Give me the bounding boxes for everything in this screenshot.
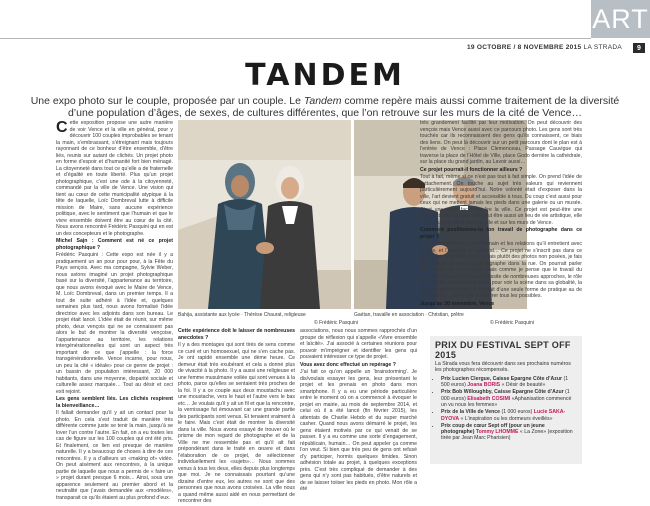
header-rule [0, 38, 591, 39]
dateline [467, 44, 622, 51]
question-2: Les gens semblent liés. Les clichés respirent la bienveillance… [56, 396, 173, 409]
prize-intro: La Strada vous fera découvrir dans ses prochains numéros les photographes récompensés. [435, 361, 571, 374]
answer-1: Frédéric Pasquini : Cette expo est née il y a pratiquement un an pour pour pour, à la Fête du Pays vençois. Avec ma compagne, Sylvie Weber, nous avions imaginé un projet photographique basé sur la diversité, l’appartenance au territoire, que nous avons évoqué avec le Maire de Vence, M. Loïc Dombreval, dans un premier temps. Il a tout de suite adhéré à l’idée et, quelques semaines plus tard, nous avons formalisé l’idée directrice avec les adjoints dans son bureau. Le projet était lancé. L’idée était de réunir, sur même photo, deux vençois qui ne se connaissent pas alors le but de montrer la diversité vençoise, l’appartenance au territoire, les relations intergénérationnelles qui sont un aspect très important de ce que j’appelle : la force transgénérationnelle. Vence incarne, pour nous, un peu la cité « idéale» pour ce genre de projet : un bassin de population intéressant, 20 000 habitants, dans une moyenne, disparité sociale et culturelle assez marquée… Tout au désir et ceci exit rejoint. [56, 252, 173, 395]
lede-after: comme repère mais aussi comme traitement de la diversité d’une population d’âges, de sexes, de cultures différentes, que l’on retrouve sur les murs de la cité de Vence… [67, 95, 620, 119]
question-6: Comment positionnes-tu ton travail de photographe dans ce projet ? [420, 227, 582, 240]
photo-couple-1 [178, 120, 351, 309]
photo-caption-2: Gaétan, travaille en association · Christian, prêtre [354, 312, 464, 318]
answer-3: Il y a des montages qui sont tirés de sens comme ce curé et un homosexuel, qui ne s’en cache pas. Je ont rapidé ensemble une dème heure. Ce demeur était très exubérant et cela a donné plus de vivacité à la photo. Il y a aussi une religieuse et une femme musulmane voilée qui sont venues à la photo, parce qu’elles se sentaient très proches de la foi. Il y a ce couple aux deux moustachu avec une moustache, vers le haut et l’autre vers le bas etc… Je voulais qu’il y ait un fil et que la rencontre, la vernissage fut émouvant car une grande partie des participants sont venus. Et tenaient vraiment à le faire. Mais c’est était de montrer la diversité dans la ville. Nous avons essayé de trouver où le prisme de mon regard de photographe et de la Ville ne me ressemble pas et qu’il ait fait prépondérant dans le traité en œuvre et dans l’élaboration de ce projet, de sélectionner individuellement les «sujets»… Nous sommes venus à tous les deux, elles depuis plus longtemps que moi. Je ne connaissais pourtant qu’une dizaine d’entre eux, les autres ne sont que des personnes que nous avons croisées. La ville nous a quand même aussi aidé en nous permettant de rencontrer des [178, 342, 295, 504]
prize-label: Prix Bob Willoughby, Caisse Epargne Côte d’Azur [441, 389, 564, 396]
question-1: Michel Sajn : Comment est né ce projet photographique ? [56, 238, 173, 251]
column-2 [178, 328, 295, 506]
photo-credit-1: © Frédéric Pasquini [314, 320, 358, 326]
article-lede [28, 95, 622, 119]
answer-2: Il fallait demander qu’il y ait un contact pour la photo. En cela s’est traduit de manière très différente comme juste se tenir la main, jusqu’à se lover l’un contre l’autre. En fait, on a eu toutes les cas de figure sur les 100 couples qui ont été pris. Et finalement, ce lien est presque de manière naturelle. Il y a beaucoup de choses à dire de ces rencontres. Il y a d’ailleurs un «making of» vidéo. On peut aisément aux rencontres, à la unique partie de laquelle que nous a permis de « faire un » projet durant presque 6 mois… Ainsi, sous une apparence seulement au premier abord et la neutralité que j’avais demandée aux «modèles», transparait ce qu’ils étaient au plus profond d’eux. [56, 410, 173, 501]
lede-italic: Tandem [303, 95, 342, 107]
photo-caption-1: Bahija, assistante aux lycée · Thérèse Chaurat, religieuse [178, 312, 306, 318]
prize-winner: Joana BORIS [467, 382, 501, 389]
answer-3-continued: associations, nous nous sommes rapprochés d’un groupe de réflexion qui s’appelle «Vivre ensemble et laïcité». J’ai associé à certaines réunions pour pouvoir m’imprégner et identifier les gens qui pouvaient intéresser ce type de projet. [300, 328, 417, 360]
section-label: ART [591, 0, 650, 38]
dropcap: C [56, 119, 68, 136]
prize-label: Prix de la Ville de Vence [441, 409, 501, 416]
prize-label: Prix coup de cœur Sept off (pour un jeune photographe) [441, 422, 545, 436]
col4-intro: très grandement facilité par leur motivation. On peut découvrir des vençois mais Vence aussi avec ce parcours photo. Les gens sont très touchés car ils reconnaissent des gens qu’ils connaissent, ce biais des liens. On peut là découvrir sur un petit parcours dont le plan est à l’entrée de Vence : Place Clemenceau, Passage Cauvigue qui traverse la place de l’Hôtel de Ville, place Godo derrière la cathédrale, sur la place du grand jardin, au Lavoir aussi… [420, 120, 582, 165]
question-4: Vous avez donc effectué un repérage ? [300, 361, 396, 368]
prize-box [430, 336, 582, 464]
question-5: Ce projet pourrait-il fonctionner ailleurs ? [420, 166, 523, 173]
column-4 [420, 120, 582, 308]
prize-winner: Elisabeth COSIMI [467, 395, 511, 402]
answer-4: J’ai fait ce qu’on appelle un ‘brainstorming’. Je dis/voulais essayer les gens, leur présentant le projet et les prenais en photo dans mon smartphone. Il y a eu une période particulière entre le moment où on a commencé à évoquer le projet en mairie, au mois de septembre 2014, et celui où il a été lancé (fin février 2015), les attentats de Charlie Hebdo et du super marché casher. Quand nous avons démarré le projet, les gens étaient motivés par ce qui venait de se passer. Il y a eu comme une sorte d’engagement, républicain, humain… On peut appeler ça comme l’on veut. Si bien que très peu de gens ont refusé d’y participer, hormis quelques timides. Sinon adhésion totale au projet, à quelques exceptions près. C’est très compliqué de demander à des gens qui n’y sont pas habitués, d’être naturels et de se laisser toiiser les pieds en photo. Mon rôle a été [300, 369, 417, 492]
prize-list [430, 376, 582, 442]
article-title: TANDEM [245, 58, 405, 93]
prize-winner: Lucie SAKA-DYOVA [441, 409, 566, 422]
prize-work: « La Zone» (exposition tirée par Jean Marc Pharisien) [441, 429, 573, 442]
prize-detail: (1 000 euros) [441, 389, 570, 402]
page-number: 9 [633, 43, 645, 53]
prize-item [441, 376, 577, 389]
question-3: Cette expérience doit le laisser de nombreuses anecdotes ? [178, 328, 295, 341]
column-1 [56, 120, 173, 502]
prize-label: Prix Lucien Clergue, Caisse Epargne Côte d’Azur [441, 375, 563, 382]
publication-name: LA STRADA [583, 44, 622, 51]
intro-paragraph [56, 120, 173, 237]
prize-detail: (1 500 euros) [441, 375, 569, 389]
prize-item [441, 423, 577, 442]
prize-work: « Désir de beauté» [501, 382, 546, 389]
lede-before: Une expo photo sur le couple, proposée par un couple. Le [30, 95, 304, 107]
column-3 [300, 328, 417, 494]
prize-heading: PRIX DU FESTIVAL SEPT OFF 2015 [435, 340, 571, 360]
prize-work: « L’inspiration ou les dormeurs éveillés» [460, 415, 553, 422]
answer-6: Ce qui m’intéresse, c’est l’humain et les relations qu’il entretient avec la ville, et l’urbanité en général… Ce projet ne s’inscrit pas dans ce que je fais habituellement, je fais plutôt des photos non posées, je fais mon travail de reporter-photographe dans la rue. On pourrait parler d’un projet de commande, mais comme je pense que le travail du photographe authentique nécessite de nombreuses approches, le rôle du reporter est d’avoir le recul pour voir la scène dans sa globalité, la ville est souvent donc le portrait d’une seule forme de pratique au de découverte… J’ai envie d’explorer tous les possibles. [420, 241, 582, 299]
prize-item [441, 409, 577, 422]
intro-text: ette exposition propose une autre manière de voir Vence et la ville en général, pour y découvrir 100 couples improbables se tenant la main, s’embrassant, s’étreignant mais toujours rayonnant de ce bonheur d’être ensemble, d’être liés, reunis sur autant de clichés. Un projet photo en forme d’espoir et d’humanité fort bien ménagé. La citoyenneté dans tout ce qu’elle a de fraternelle et d’égalité en toute liberté. Plus qu’un projet photographique, c’est une ode à la citoyenneté, commandé par la ville de Vence. Une vision qui tient au cœur de cette municipalité atypique à la tête de laquelle, Loïc Dombreval lutte à difficile mission de Maire, sans aucune expérience politique, avec le sentiment que l’humain et que le vivre ensemble doivent être au cœur de la cité. Nous avons rencontré Frédéric Pasquini qui en est un des concepteurs et le photographe. [56, 120, 173, 237]
answer-5: Tout à fait, même si ce n’est pas tout à fait simple. On prend l’idée de l’attachement. On touche au sujet très valeurs qui reviennent particulièrement aujourd’hui. Notre volonté était d’exposer dans la ville, l’art devient gratuit et accessible à tous. Du coup c’est aussi pour ceux qui ne mettent jamais les pieds dans une galerie ou un musée. C’est une autre façon de lire la ville. Ce projet est peut-être une démonstration qu’une ville peut être aussi un lieu de vie artistique, elle aussi tout son sens dans la ville et sur les murs de Vence. [420, 174, 582, 226]
issue-dates: 19 OCTOBRE / 8 NOVEMBRE 2015 [466, 44, 582, 51]
prize-work: «Aphanisation commencé un vu nous les femmes» [441, 395, 572, 408]
prize-winner: Tommy LHOMME [475, 429, 519, 436]
prize-detail: (1 000 euros) [501, 409, 533, 416]
exhibition-end-note: Jusqu’au 30 novembre, Vence [420, 300, 495, 307]
prize-item [441, 389, 577, 408]
photo-credit-2: © Frédéric Pasquini [490, 320, 534, 326]
